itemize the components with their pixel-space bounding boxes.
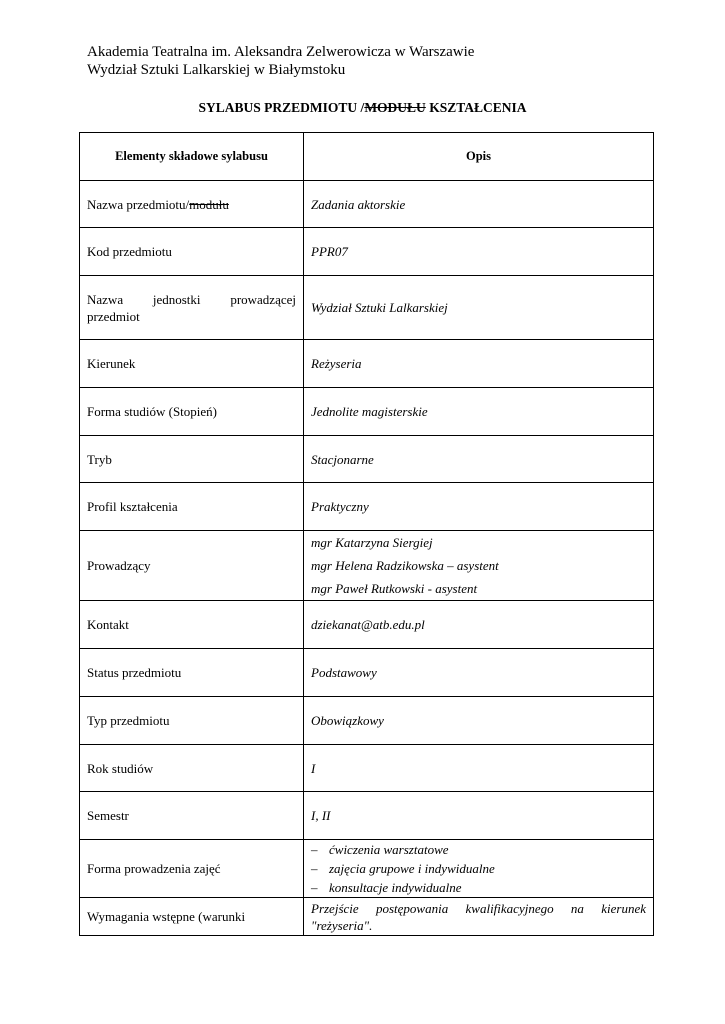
row-class-form [80, 840, 654, 898]
row-mode [80, 436, 654, 483]
title-part-1: SYLABUS PRZEDMIOTU / [198, 100, 365, 115]
row-field [80, 340, 654, 388]
row-type [80, 697, 654, 745]
row-label: Rok studiów [80, 745, 304, 792]
row-value: PPR07 [304, 228, 654, 276]
row-label: Kontakt [80, 601, 304, 649]
row-course-code [80, 228, 654, 276]
row-value [304, 898, 654, 936]
label-plain: Nazwa przedmiotu/ [87, 196, 190, 212]
label-line-1: Nazwa jednostki prowadzącej [87, 291, 296, 307]
row-label: Typ przedmiotu [80, 697, 304, 745]
row-label [80, 276, 304, 340]
list-item: – zajęcia grupowe i indywidualne [311, 859, 646, 878]
column-header-description: Opis [304, 133, 654, 181]
row-prerequisites [80, 898, 654, 936]
row-label: Forma prowadzenia zajęć [80, 840, 304, 898]
row-semester [80, 792, 654, 840]
academy-name: Akademia Teatralna im. Aleksandra Zelwerowicza w Warszawie [87, 44, 475, 60]
class-form-list [311, 840, 646, 897]
row-study-form [80, 388, 654, 436]
list-item: – konsultacje indywidualne [311, 878, 646, 897]
prerequisite-line-2: "reżyseria". [311, 917, 373, 933]
row-label: Status przedmiotu [80, 649, 304, 697]
row-label: Semestr [80, 792, 304, 840]
table-header-row [80, 133, 654, 181]
row-course-name [80, 181, 654, 228]
prerequisite-line-1: Przejście postępowania kwalifikacyjnego na kierunek [311, 900, 646, 916]
institution-header [87, 43, 474, 79]
row-value: Praktyczny [304, 483, 654, 531]
row-label: Kierunek [80, 340, 304, 388]
row-value [304, 531, 654, 601]
label-line-2: przedmiot [87, 308, 140, 324]
row-label: Profil kształcenia [80, 483, 304, 531]
faculty-name: Wydział Sztuki Lalkarskiej w Białymstoku [87, 62, 346, 78]
row-value: Wydział Sztuki Lalkarskiej [304, 276, 654, 340]
row-unit [80, 276, 654, 340]
row-value: Podstawowy [304, 649, 654, 697]
row-label: Kod przedmiotu [80, 228, 304, 276]
column-header-elements: Elementy składowe sylabusu [80, 133, 304, 181]
row-instructors [80, 531, 654, 601]
row-label: Prowadzący [80, 531, 304, 601]
row-value: Stacjonarne [304, 436, 654, 483]
instructor: mgr Paweł Rutkowski - asystent [311, 581, 478, 596]
instructor: mgr Helena Radzikowska – asystent [311, 558, 499, 573]
row-status [80, 649, 654, 697]
row-value [304, 840, 654, 898]
row-year [80, 745, 654, 792]
list-item: – ćwiczenia warsztatowe [311, 840, 646, 859]
contact-email: dziekanat@atb.edu.pl [304, 601, 654, 649]
row-value: I, II [304, 792, 654, 840]
row-label: Tryb [80, 436, 304, 483]
row-value: I [304, 745, 654, 792]
title-part-2: KSZTAŁCENIA [425, 100, 527, 115]
row-contact [80, 601, 654, 649]
row-label: Wymagania wstępne (warunki [80, 898, 304, 936]
title-struck-word: MODUŁU [364, 100, 426, 115]
row-value: Zadania aktorskie [304, 181, 654, 228]
row-value: Reżyseria [304, 340, 654, 388]
label-struck: modułu [189, 196, 229, 212]
instructor: mgr Katarzyna Siergiej [311, 535, 433, 550]
row-value: Jednolite magisterskie [304, 388, 654, 436]
row-label [80, 181, 304, 228]
syllabus-table [79, 132, 654, 936]
row-label: Forma studiów (Stopień) [80, 388, 304, 436]
row-profile [80, 483, 654, 531]
row-value: Obowiązkowy [304, 697, 654, 745]
document-title [0, 100, 725, 116]
